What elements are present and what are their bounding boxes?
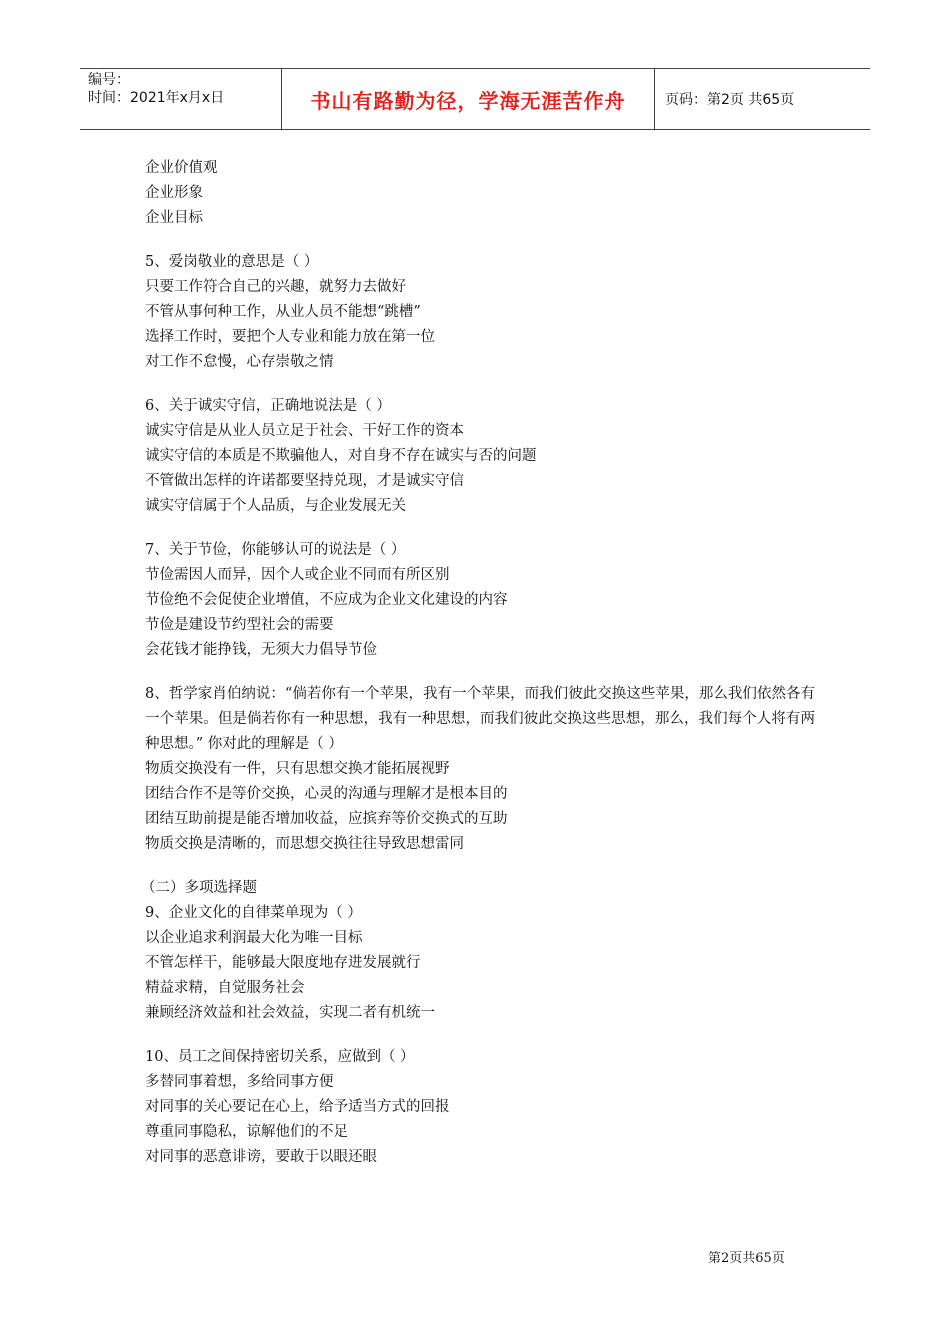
question-text: 5、爱岗敬业的意思是（ ） <box>145 254 319 270</box>
option-line: 企业价值观 <box>145 160 218 176</box>
option-line: 诚实守信的本质是不欺骗他人，对自身不存在诚实与否的问题 <box>145 448 537 464</box>
option-line: 不管做出怎样的许诺都要坚持兑现，才是诚实守信 <box>145 473 464 489</box>
option-line: 节俭绝不会促使企业增值，不应成为企业文化建设的内容 <box>145 592 508 608</box>
option-line: 企业形象 <box>145 185 203 201</box>
header-page-label: 页码：第2页 共65页 <box>665 92 795 108</box>
header-motto: 书山有路勤为径，学海无涯苦作舟 <box>282 69 655 129</box>
section-title: （二）多项选择题 <box>141 880 257 896</box>
page-header <box>80 68 870 130</box>
question-text: 10、员工之间保持密切关系，应做到（ ） <box>145 1049 415 1065</box>
document-body <box>141 156 815 1170</box>
option-line: 会花钱才能挣钱，无须大力倡导节俭 <box>145 642 377 658</box>
header-meta <box>80 69 282 129</box>
option-line: 不管怎样干，能够最大限度地存进发展就行 <box>145 955 421 971</box>
option-line: 节俭需因人而异，因个人或企业不同而有所区别 <box>145 567 450 583</box>
option-line: 对工作不怠慢，心存崇敬之情 <box>145 354 334 370</box>
option-line: 诚实守信是从业人员立足于社会、干好工作的资本 <box>145 423 464 439</box>
option-line: 不管从事何种工作，从业人员不能想“跳槽” <box>145 304 421 320</box>
question-text: 9、企业文化的自律菜单现为（ ） <box>145 905 362 921</box>
option-line: 以企业追求利润最大化为唯一目标 <box>145 930 363 946</box>
page-footer: 第2页共65页 <box>708 1251 785 1266</box>
option-line: 精益求精，自觉服务社会 <box>145 980 305 996</box>
option-line: 企业目标 <box>145 210 203 226</box>
doc-number-label: 编号： <box>88 72 130 88</box>
option-line: 诚实守信属于个人品质，与企业发展无关 <box>145 498 406 514</box>
option-line: 对同事的恶意诽谤，要敢于以眼还眼 <box>145 1149 377 1165</box>
option-line: 物质交换是清晰的，而思想交换往往导致思想雷同 <box>145 836 464 852</box>
option-line: 物质交换没有一件，只有思想交换才能拓展视野 <box>145 761 450 777</box>
option-line: 兼顾经济效益和社会效益，实现二者有机统一 <box>145 1005 435 1021</box>
option-line: 尊重同事隐私，谅解他们的不足 <box>145 1124 348 1140</box>
option-line: 选择工作时，要把个人专业和能力放在第一位 <box>145 329 435 345</box>
question-text: 8、哲学家肖伯纳说：“倘若你有一个苹果，我有一个苹果，而我们彼此交换这些苹果，那么我们依然各有一个苹果。但是倘若你有一种思想，我有一种思想，而我们彼此交换这些思想，那么，我们每个人将有两种思想。” 你对此的理解是（ ） <box>145 686 815 752</box>
doc-time-label: 时间：2021年x月x日 <box>88 90 225 106</box>
question-text: 6、关于诚实守信，正确地说法是（ ） <box>145 398 391 414</box>
option-line: 团结互助前提是能否增加收益，应摈弃等价交换式的互助 <box>145 811 508 827</box>
option-line: 团结合作不是等价交换，心灵的沟通与理解才是根本目的 <box>145 786 508 802</box>
option-line: 多替同事着想，多给同事方便 <box>145 1074 334 1090</box>
option-line: 节俭是建设节约型社会的需要 <box>145 617 334 633</box>
option-line: 只要工作符合自己的兴趣，就努力去做好 <box>145 279 406 295</box>
option-line: 对同事的关心要记在心上，给予适当方式的回报 <box>145 1099 450 1115</box>
question-text: 7、关于节俭，你能够认可的说法是（ ） <box>145 542 406 558</box>
